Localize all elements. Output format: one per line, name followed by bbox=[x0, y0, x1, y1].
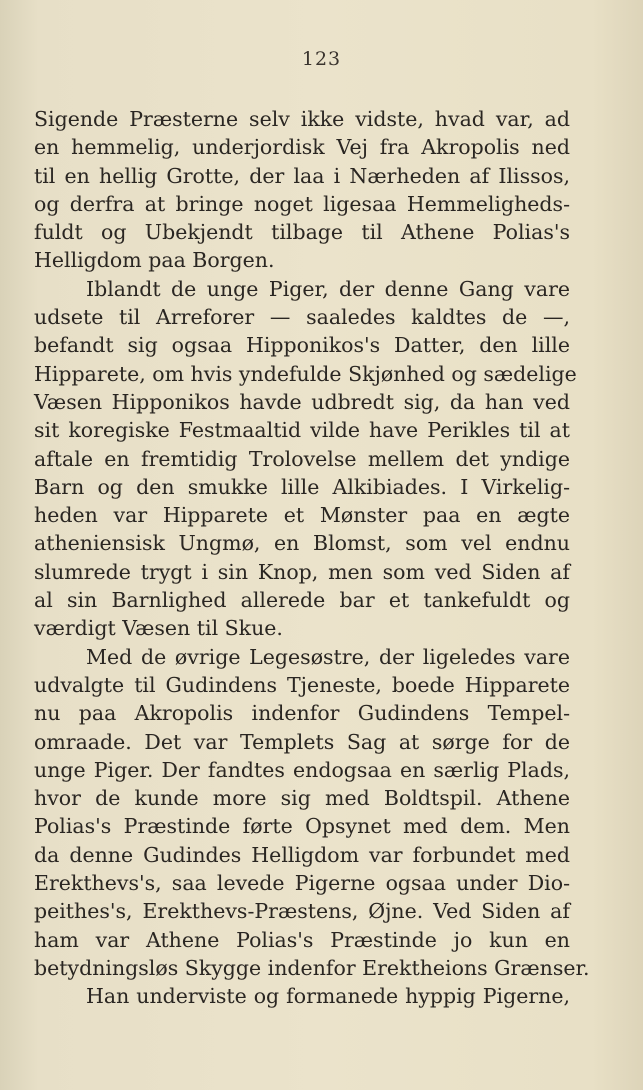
text-line: unge Piger. Der fandtes endogsaa en særlig Plads, bbox=[34, 757, 570, 782]
text-line: atheniensisk Ungmø, en Blomst, som vel endnu bbox=[34, 531, 570, 556]
body-text bbox=[34, 105, 590, 1011]
text-line: udvalgte til Gudindens Tjeneste, boede Hipparete bbox=[34, 672, 570, 697]
text-line: Væsen Hipponikos havde udbredt sig, da han ved bbox=[34, 389, 570, 414]
text-line: en hemmelig, underjordisk Vej fra Akropolis ned bbox=[34, 135, 570, 160]
text-line: Han underviste og formanede hyppig Pigerne, bbox=[86, 984, 570, 1009]
page-number: 123 bbox=[301, 48, 342, 70]
text-line: Barn og den smukke lille Alkibiades. I Virkelig- bbox=[34, 474, 570, 499]
text-line: Hipparete, om hvis yndefulde Skjønhed og sædelige bbox=[34, 361, 577, 386]
text-line: peithes's, Erekthevs-Præstens, Øjne. Ved Siden af bbox=[34, 899, 570, 924]
text-line: betydningsløs Skygge indenfor Erektheions Grænser. bbox=[34, 955, 590, 980]
text-line: og derfra at bringe noget ligesaa Hemmeligheds- bbox=[34, 191, 570, 216]
text-line: omraade. Det var Templets Sag at sørge for de bbox=[34, 729, 570, 754]
text-line: heden var Hipparete et Mønster paa en ægte bbox=[34, 503, 570, 528]
text-line: Iblandt de unge Piger, der denne Gang vare bbox=[86, 276, 570, 301]
text-line: Erekthevs's, saa levede Pigerne ogsaa under Dio- bbox=[34, 871, 570, 896]
text-line: slumrede trygt i sin Knop, men som ved Siden af bbox=[34, 559, 570, 584]
text-line: ham var Athene Polias's Præstinde jo kun en bbox=[34, 927, 570, 952]
text-line: fuldt og Ubekjendt tilbage til Athene Polias's bbox=[34, 220, 570, 245]
text-line: Helligdom paa Borgen. bbox=[34, 248, 275, 273]
text-line: aftale en fremtidig Trolovelse mellem det yndige bbox=[34, 446, 570, 471]
text-line: Polias's Præstinde førte Opsynet med dem. Men bbox=[34, 814, 570, 839]
text-line: til en hellig Grotte, der laa i Nærheden af Ilissos, bbox=[34, 163, 570, 188]
text-line: værdigt Væsen til Skue. bbox=[34, 616, 283, 641]
text-line: sit koregiske Festmaaltid vilde have Perikles til at bbox=[34, 418, 570, 443]
text-line: befandt sig ogsaa Hipponikos's Datter, den lille bbox=[34, 333, 570, 358]
text-line: Sigende Præsterne selv ikke vidste, hvad var, ad bbox=[34, 107, 570, 131]
text-line: al sin Barnlighed allerede bar et tankefuldt og bbox=[34, 588, 570, 613]
text-line: nu paa Akropolis indenfor Gudindens Tempel- bbox=[34, 701, 570, 726]
text-line: hvor de kunde more sig med Boldtspil. Athene bbox=[34, 786, 570, 811]
text-line: Med de øvrige Legesøstre, der ligeledes vare bbox=[86, 644, 570, 669]
text-line: udsete til Arreforer — saaledes kaldtes de —, bbox=[34, 305, 570, 330]
text-line: da denne Gudindes Helligdom var forbundet med bbox=[34, 842, 570, 867]
